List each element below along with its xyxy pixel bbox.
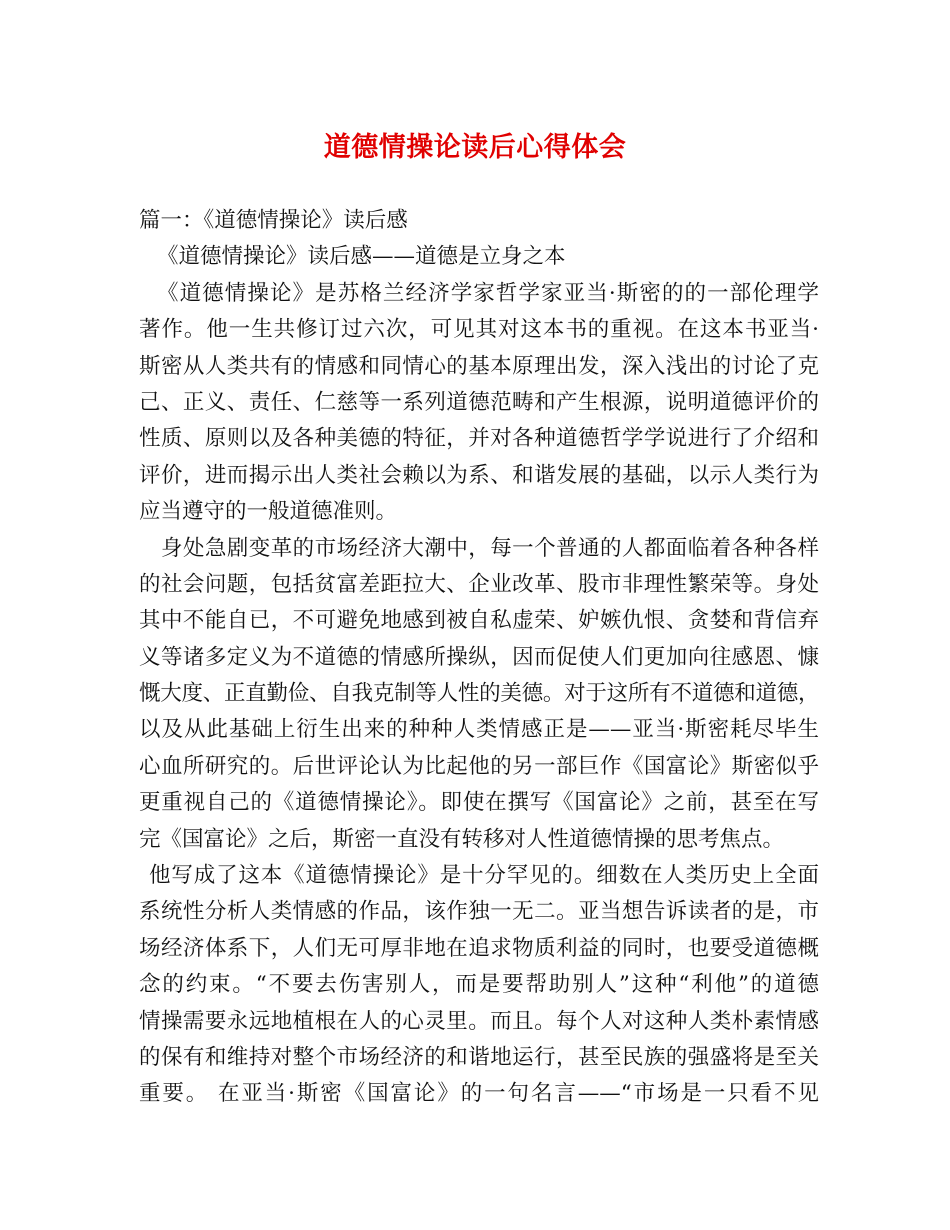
text-line: 著作。他一生共修订过六次，可见其对这本书的重视。在这本书亚当· (139, 317, 819, 343)
text-line: 重要。 在亚当·斯密《国富论》的一句名言——“市场是一只看不见 (139, 1081, 819, 1107)
text-line: 以及从此基础上衍生出来的种种人类情感正是——亚当·斯密耗尽毕生 (139, 717, 819, 743)
text-line: 更重视自己的《道德情操论》。即使在撰写《国富论》之前，甚至在写 (139, 790, 819, 816)
text-line: 场经济体系下，人们无可厚非地在追求物质利益的同时，也要受道德概 (139, 935, 819, 961)
document-body (139, 203, 819, 1113)
text-line: 其中不能自已，不可避免地感到被自私虚荣、妒嫉仇恨、贪婪和背信弃 (139, 608, 819, 634)
text-line: 《道德情操论》是苏格兰经济学家哲学家亚当·斯密的的一部伦理学 (157, 280, 819, 306)
text-line: 情操需要永远地植根在人的心灵里。而且。每个人对这种人类朴素情感 (139, 1008, 819, 1034)
text-line: 他写成了这本《道德情操论》是十分罕见的。细数在人类历史上全面 (149, 863, 819, 889)
document-title: 道德情操论读后心得体会 (323, 132, 627, 163)
text-line: 斯密从人类共有的情感和同情心的基本原理出发，深入浅出的讨论了克 (139, 353, 819, 379)
text-line: 的社会问题，包括贫富差距拉大、企业改革、股市非理性繁荣等。身处 (139, 571, 819, 597)
text-line: 性质、原则以及各种美德的特征，并对各种道德哲学学说进行了介绍和 (139, 426, 819, 452)
text-line: 完《国富论》之后，斯密一直没有转移对人性道德情操的思考焦点。 (139, 826, 785, 852)
text-line: 义等诸多定义为不道德的情感所操纵，因而促使人们更加向往感恩、慷 (139, 644, 819, 670)
text-line: 慨大度、正直勤俭、自我克制等人性的美德。对于这所有不道德和道德， (139, 681, 819, 707)
text-line: 心血所研究的。后世评论认为比起他的另一部巨作《国富论》斯密似乎 (139, 753, 819, 779)
text-line: 《道德情操论》读后感——道德是立身之本 (157, 244, 566, 270)
text-line: 系统性分析人类情感的作品，该作独一无二。亚当想告诉读者的是，市 (139, 899, 819, 925)
text-line: 应当遵守的一般道德准则。 (139, 499, 398, 525)
text-line: 的保有和维持对整个市场经济的和谐地运行，甚至民族的强盛将是至关 (139, 1044, 819, 1070)
text-line: 评价，进而揭示出人类社会赖以为系、和谐发展的基础，以示人类行为 (139, 462, 819, 488)
text-line: 篇一：《道德情操论》读后感 (139, 208, 408, 233)
text-line: 己、正义、责任、仁慈等一系列道德范畴和产生根源，说明道德评价的 (139, 389, 819, 415)
text-line: 念的约束。“不要去伤害别人，而是要帮助别人”这种“利他”的道德 (139, 972, 819, 998)
text-line: 身处急剧变革的市场经济大潮中，每一个普通的人都面临着各种各样 (161, 535, 819, 561)
